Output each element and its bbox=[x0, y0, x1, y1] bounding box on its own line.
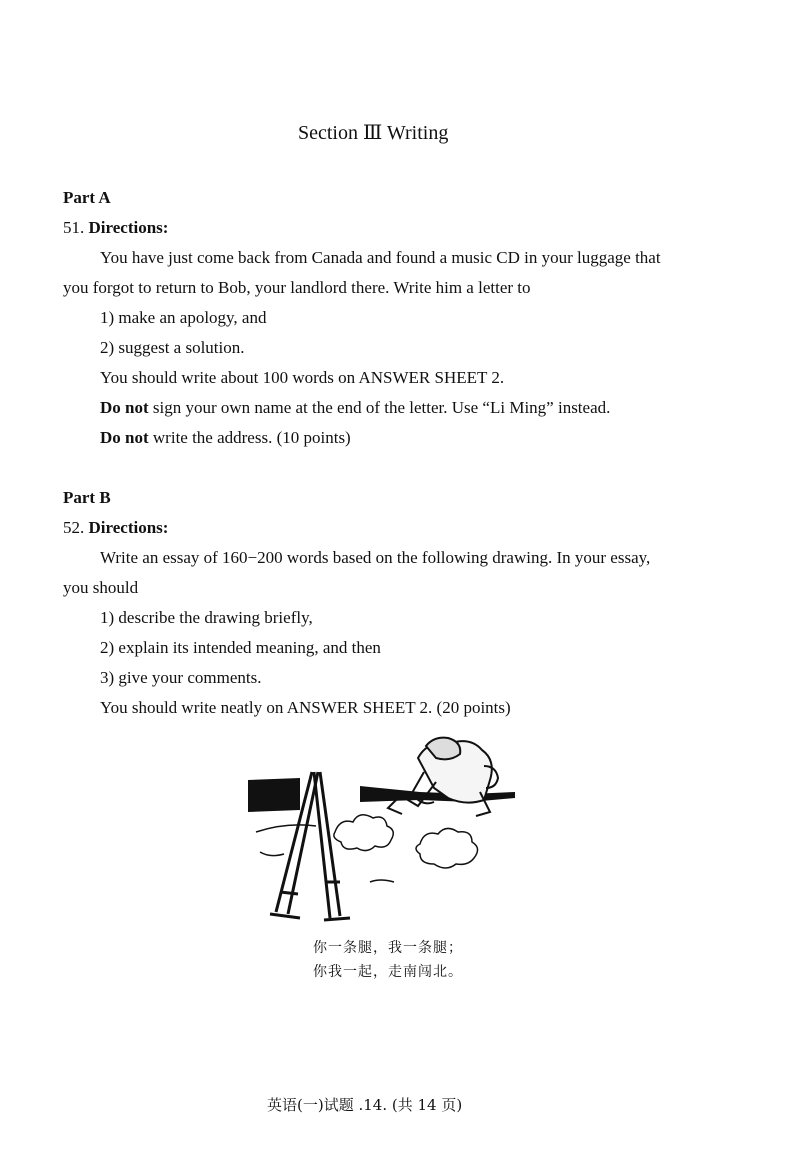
question-52-directions bbox=[63, 518, 168, 538]
drawing-caption-line-2: 你我一起，走南闯北。 bbox=[313, 964, 463, 980]
dust-clouds bbox=[256, 815, 478, 882]
part-a-line-1: You have just come back from Canada and found a music CD in your luggage that bbox=[100, 248, 661, 267]
part-b-line-2: you should bbox=[63, 578, 139, 597]
part-b-line-1: Write an essay of 160−200 words based on the following drawing. In your essay, bbox=[100, 548, 651, 567]
part-a-item-1: 1) make an apology, and bbox=[100, 308, 267, 327]
question-51-directions bbox=[63, 218, 168, 238]
directions-label: Directions: bbox=[88, 518, 169, 537]
do-not-emphasis: Do not bbox=[100, 428, 149, 447]
part-b-item-1: 1) describe the drawing briefly, bbox=[100, 608, 313, 627]
question-number: 51. bbox=[63, 218, 85, 237]
part-a-note-3 bbox=[100, 428, 351, 448]
note-text: write the address. (10 points) bbox=[148, 428, 351, 447]
walking-figures bbox=[388, 738, 498, 816]
note-text: sign your own name at the end of the letter. Use “Li Ming” instead. bbox=[148, 398, 611, 417]
directions-label: Directions: bbox=[88, 218, 169, 237]
do-not-emphasis: Do not bbox=[100, 398, 149, 417]
part-b-heading: Part B bbox=[63, 488, 111, 507]
part-b-item-3: 3) give your comments. bbox=[100, 668, 262, 687]
question-number: 52. bbox=[63, 518, 85, 537]
part-a-line-2: you forgot to return to Bob, your landlord there. Write him a letter to bbox=[63, 278, 531, 297]
part-a-note-1: You should write about 100 words on ANSWER SHEET 2. bbox=[100, 368, 505, 387]
drawing-caption-line-1: 你一条腿，我一条腿； bbox=[313, 940, 463, 956]
cartoon-drawing bbox=[240, 732, 530, 932]
part-b-note: You should write neatly on ANSWER SHEET 2. (20 points) bbox=[100, 698, 511, 717]
ground-strip bbox=[248, 778, 300, 812]
section-title: Section Ⅲ Writing bbox=[298, 122, 449, 144]
part-a-item-2: 2) suggest a solution. bbox=[100, 338, 245, 357]
part-a-note-2 bbox=[100, 398, 610, 418]
part-b-item-2: 2) explain its intended meaning, and then bbox=[100, 638, 381, 657]
page-footer: 英语(一)试题 .14. (共 14 页) bbox=[267, 1096, 463, 1114]
part-a-heading: Part A bbox=[63, 188, 111, 207]
